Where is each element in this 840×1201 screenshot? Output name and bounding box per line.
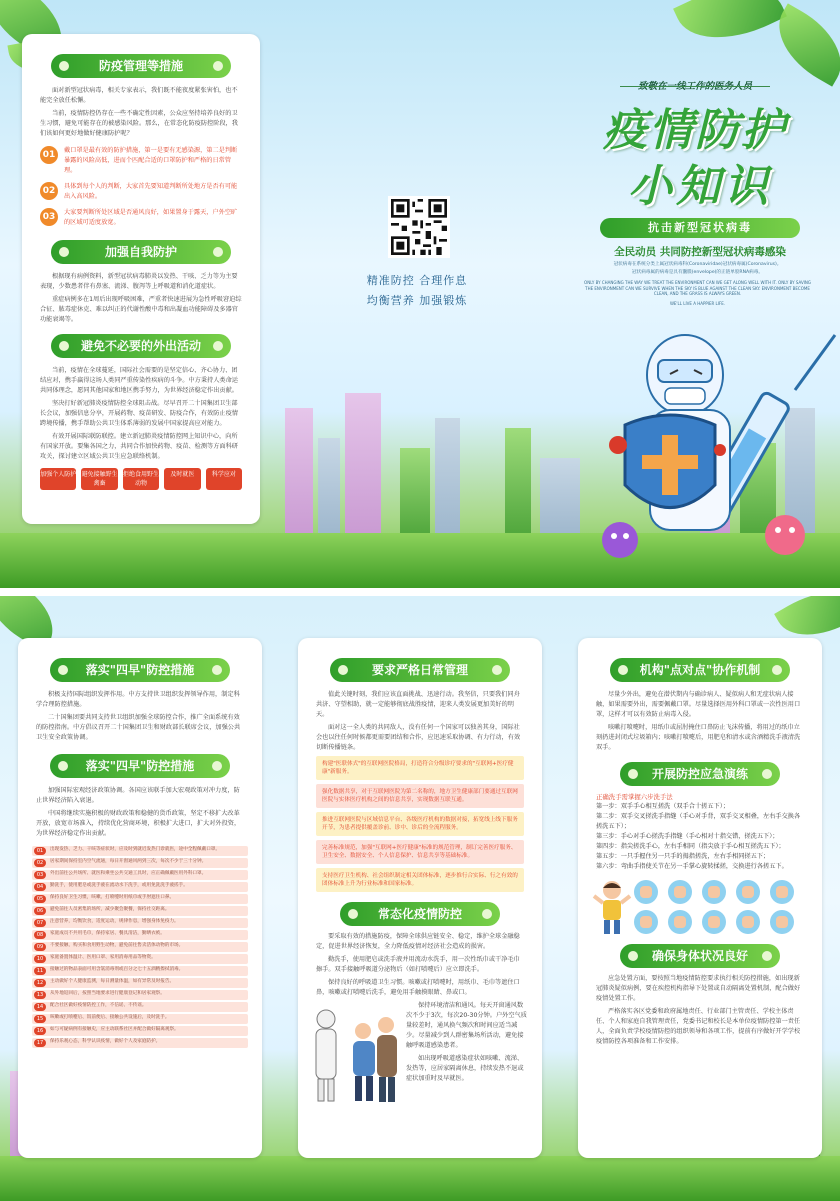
people-temperature-check-illustration <box>308 1001 400 1106</box>
dot-icon <box>59 247 69 257</box>
list-number: 07 <box>34 919 46 927</box>
banner: 抗击新型冠状病毒 <box>600 218 800 238</box>
small-text: 冠状病毒属的病毒是具有囊膜(envelope)的正链单股RNA病毒。 <box>632 270 763 275</box>
list-text: 咳嗽或打喷嚏后、饭前便后、接触公共设施后，及时洗手。 <box>50 1015 170 1020</box>
building <box>345 393 381 538</box>
list-text: 配合社区做好疫情防控工作，不信谣、不传谣。 <box>50 1003 147 1008</box>
fold-gap <box>0 588 840 596</box>
numbered-item <box>40 208 242 228</box>
list-text: 勤洗手，使用肥皂或洗手液在流动水下洗手，或用免洗洗手液搓手。 <box>50 883 188 888</box>
item-text: 戴口罩是最有效的防护措施，第一是要有无感染源，第二是判断暴露的风险高低，进而个匹配合适的口罩防护和严格的日常管理。 <box>64 147 238 174</box>
list-number: 12 <box>34 979 46 987</box>
list-item <box>32 942 248 952</box>
list-item <box>32 894 248 904</box>
grass <box>0 1156 840 1201</box>
paragraph: 保持良好的呼吸道卫生习惯。咳嗽或打喷嚏时，用纸巾、毛巾等遮住口鼻，咳嗽或打喷嚏后洗手，避免用手触摸眼睛、鼻或口。 <box>316 979 520 996</box>
dot-icon <box>212 665 222 675</box>
list-number: 10 <box>34 955 46 963</box>
list-number: 03 <box>34 871 46 879</box>
dot-icon <box>492 665 502 675</box>
list-text: 外出前往公共场所、就医和乘坐公共交通工具时，应正确佩戴医用外科口罩。 <box>50 871 207 876</box>
list-text: 保持乐观心态，科学认识疫情，做好个人及家庭防护。 <box>50 1039 161 1044</box>
dot-icon <box>59 61 69 71</box>
paragraph: 要采取有效的措施防疫，保障全球供应链安全、稳定，维护全球金融稳定，促进世界经济恢复，全力降低疫情对经济社会造成的损害。 <box>316 933 520 950</box>
item-text: 具体到每个人的判断，大家首先要知道判断所处地方是否有可能出入高风险。 <box>64 183 238 200</box>
dot-icon <box>348 909 358 919</box>
paragraph: 面对这一全人类的共同敌人，没有任何一个国家可以独善其身，国际社会也以往任何时候都更需要团结和合作，应迅速采取协调、有力行动，有效切断传播链条。 <box>316 724 521 751</box>
virus-icon <box>602 522 638 558</box>
highlight-box: 构建"医联体式"的互联网医院格局，打造符合分级诊疗要求的"互联网+医疗健康"新服务。 <box>316 756 524 780</box>
list-item <box>32 1002 248 1012</box>
paragraph: 坚决打好新冠肺炎疫情防控全球阻击战。尽早召开二十国集团卫生部长会议，加强信息分享，开展药物、疫苗研发、防疫合作，有效防止疫情跨境传播，携手帮助公共卫生体系薄弱的发展中国家提高应对能力。 <box>40 400 238 427</box>
dot-icon <box>213 61 223 71</box>
step-item: 第二步：双手交叉搓洗手指缝（手心对手背，双手交叉相叠，左右手交换各搓洗五下）； <box>596 813 801 830</box>
list-text: 家庭成员不共用毛巾，保持家居、餐具清洁，勤晒衣被。 <box>50 931 165 936</box>
illustration-row <box>308 1001 532 1106</box>
brochure-front <box>0 0 840 588</box>
motto-line: 精准防控 合理作息 <box>366 274 468 287</box>
dot-icon <box>618 665 628 675</box>
dot-icon <box>772 665 782 675</box>
paragraph: 面对新型冠状病毒，相关专家表示，我们既不能夜度紧张害怕，也不能完全放任松懈。 <box>40 87 238 104</box>
pill-tag: 科学应对 <box>206 468 242 490</box>
virus-icon <box>765 515 805 555</box>
pill-tag: 避免接触野生禽畜 <box>81 468 117 490</box>
paragraph: 根据现有病例资料，新型冠状病毒肺炎以发热、干咳、乏力等为主要表现，少数患者伴有鼻塞、流涕、腹泻等上呼吸道和消化道症状。 <box>40 273 238 290</box>
list-text: 接触过的物品表面可用含氯消毒剂或百分之七十五酒精擦拭消毒。 <box>50 967 184 972</box>
small-text: ONLY BY CHANGING THE WAY WE TREAT THE ENVIRONMENT CAN WE GET ALONG WELL WITH IT. ONLY BY SAVING THE ENVIRONMENT CAN WE SURVIVE WHEN THE SKY IS BLUE AGAINST THE CLEAN SKY. ENVIRONMENT BECOME CLEAN, AND THE GRASS IS ALWAYS GREEN. <box>584 280 811 296</box>
step-item: 第一步：双手手心相互搓洗（双手合十搓五下）； <box>596 803 730 810</box>
highlight-box: 完善标准规范，加强"互联网+医疗健康"标准的规范管理，制订完善医疗服务、卫生安全、数据安全、个人信息保护、信息共享等基础标准。 <box>316 840 524 864</box>
card-daily-management <box>298 638 542 1158</box>
paragraph: 严格落实各区党委和政府属地责任、行业部门主管责任、学校主体责任、个人和家庭自我管理责任，党委书记和校长是本单位疫情防控第一责任人，全面负责学校疫情防控的组织领导和各项工作，提前有序做好开学学校疫情防控各项准备和工作安排。 <box>596 1008 801 1045</box>
card-prevention <box>22 34 260 524</box>
list-number: 17 <box>34 1039 46 1047</box>
pill-tag: 拒绝食用野生动物 <box>123 468 159 490</box>
list-text: 如与可疑病例有接触史，应主动联系社区并配合做好隔离观察。 <box>50 1027 179 1032</box>
handwash-steps-icons <box>632 878 802 936</box>
paragraph: 重症病例多在1周后出现呼吸困难，严重者快速进展为急性呼吸窘迫综合征、脓毒症休克、难以纠正的代谢性酸中毒和出凝血功能障碍及多器官功能衰竭等。 <box>40 296 242 323</box>
numbered-list <box>32 846 248 1048</box>
list-text: 保持良好卫生习惯，咳嗽、打喷嚏时用纸巾或手肘遮住口鼻。 <box>50 895 175 900</box>
dot-icon <box>58 665 68 675</box>
dot-icon <box>213 341 223 351</box>
step-item: 第六步：弯曲手指使关节在另一手掌心旋转揉搓，交换进行各搓五下。 <box>596 863 788 870</box>
paragraph: 值此关键时刻，我们应该直面挑战、迅速行动。我坚信，只要我们同舟共济、守望相助，就一定能够彻底战胜疫情，迎来人类发展更加美好的明天。 <box>316 691 520 718</box>
list-item <box>32 966 248 976</box>
building <box>318 438 340 538</box>
list-number: 01 <box>34 847 46 855</box>
list-text: 主动做好个人健康监测，每日测量体温，如有异常及时报告。 <box>50 979 175 984</box>
numbered-item <box>40 146 242 176</box>
list-item <box>32 870 248 880</box>
list-number: 08 <box>34 931 46 939</box>
building <box>540 458 580 538</box>
doctor-illustration <box>590 330 840 560</box>
paragraph: 有效开展国际联防联控。建立新冠肺炎疫情防控网上知识中心，向所有国家开放。要集各国之力，共同合作加快药物、疫苗、检测等方面科研攻关，探讨建立区域公共卫生应急联络机制。 <box>40 433 238 460</box>
dot-icon <box>482 909 492 919</box>
list-text: 注意营养，均衡饮食，适度运动，规律作息，增强身体免疫力。 <box>50 919 179 924</box>
list-number: 14 <box>34 1003 46 1011</box>
number-badge: 01 <box>40 146 58 164</box>
number-badge: 03 <box>40 208 58 226</box>
paragraph: 应急处置方面，要按照当地疫情防控要求执行相关防控措施，如出现新冠肺炎疑似病例，要在疾控机构指导下处置或自动隔离处置机制，配合做好疫情处置工作。 <box>596 975 801 1002</box>
dot-icon <box>59 341 69 351</box>
list-item <box>32 882 248 892</box>
dot-icon <box>212 761 222 771</box>
tribute-label <box>600 78 790 92</box>
list-item <box>32 1014 248 1024</box>
headline-2: 小知识 <box>628 161 772 212</box>
handwash-illustration <box>592 878 808 936</box>
section-title: 避免不必要的外出活动 <box>51 334 231 358</box>
pill-tag: 及时就医 <box>164 468 200 490</box>
list-item <box>32 858 248 868</box>
list-item <box>32 918 248 928</box>
divider <box>620 86 770 87</box>
building <box>435 418 460 538</box>
item-text: 大家要判断所处区域是否通风良好，如果置身于露天，户外空旷的区域可适度放宽。 <box>64 209 238 226</box>
pill-row <box>40 468 242 490</box>
dot-icon <box>628 951 638 961</box>
section-title: 确保身体状况良好 <box>620 944 780 968</box>
dot-icon <box>338 665 348 675</box>
list-item <box>32 1038 248 1048</box>
steps-heading: 正确洗手需掌握六步洗手法 <box>596 793 673 801</box>
section-title: 要求严格日常管理 <box>330 658 510 682</box>
qr-code-icon <box>391 199 447 255</box>
building <box>285 408 313 538</box>
highlight-box: 推进互联网医院与区域信息平台、各级医疗机构的数据对接，拓宽线上线下服务开节，为患者提供覆盖诊前、诊中、诊后的全流程服务。 <box>316 812 524 836</box>
paragraph: 勤洗手，使用肥皂或洗手液并用流动水洗手，用一次性纸巾或干净毛巾擦手。双手接触呼吸道分泌物后（如打喷嚏后）应立即洗手。 <box>316 956 520 973</box>
dot-icon <box>628 769 638 779</box>
paragraph: 加强国际宏观经济政策协调。各国应该联手加大宏观政策对冲力度，防止世界经济陷入衰退。 <box>36 787 240 804</box>
pill-tag: 加强个人防护 <box>40 468 76 490</box>
number-badge: 02 <box>40 182 58 200</box>
list-number: 05 <box>34 895 46 903</box>
list-number: 11 <box>34 967 46 975</box>
shield-icon <box>625 415 715 508</box>
list-number: 09 <box>34 943 46 951</box>
building <box>505 428 531 538</box>
highlight-box: 支持医疗卫生机构、社会组织制定相关团体标准，逐步推行合实际、行之有效的团体标准上升为行业标准和国家标准。 <box>316 868 524 892</box>
list-number: 13 <box>34 991 46 999</box>
list-item <box>32 906 248 916</box>
section-title: 机构"点对点"协作机制 <box>610 658 790 682</box>
list-item <box>32 954 248 964</box>
list-text: 出现发热、乏力、干咳等症状时，应及时到就近发热门诊就医，途中全程佩戴口罩。 <box>50 847 220 852</box>
step-item: 第四步：指尖搓洗手心，左右手相同（指尖放于手心相互搓洗五下）； <box>596 843 785 850</box>
section-title: 常态化疫情防控 <box>340 902 500 926</box>
list-item <box>32 846 248 856</box>
list-number: 02 <box>34 859 46 867</box>
paragraph: 尽量少外出，避免在潜伏期内与确诊病人、疑似病人和无症状病人接触，如果需要外出，需要佩戴口罩。尽量选择医用外科口罩或一次性医用口罩，这样才可以有效防止病毒入侵。 <box>596 691 801 718</box>
list-item <box>32 978 248 988</box>
paragraph: 当前，疫情防控仍存在一些不确定性因素，公众应坚持培养良好的卫生习惯，避免可能存在的被感染风险。那么，在常态化防疫防控阶段，我们该如何更好地做好健康防护呢？ <box>40 110 238 137</box>
list-text: 不要接触、购买和食用野生动物，避免前往售卖活体动物的市场。 <box>50 943 184 948</box>
steps-list <box>596 802 804 872</box>
list-text: 避免前往人员密集的场所，减少聚会聚餐，保持社交距离。 <box>50 907 170 912</box>
list-item <box>32 930 248 940</box>
headline-1: 疫情防护 <box>603 105 787 156</box>
paragraph: 如出现呼吸道感染症状如咳嗽、流涕、发热等，应居家隔离休息，持续发热不退或症状加重时及早就医。 <box>406 1055 524 1082</box>
section-title: 加强自我防护 <box>51 240 231 264</box>
section-title: 开展防控应急演练 <box>620 762 780 786</box>
small-text: 冠状病毒在系统分类上属冠状病毒科(Coronaviridae)冠状病毒属(Coronavirus)。 <box>613 262 782 267</box>
numbered-item <box>40 182 242 202</box>
dot-icon <box>213 247 223 257</box>
side-text <box>400 1001 532 1106</box>
list-item <box>32 1026 248 1036</box>
paragraph: 当前，疫情在全球蔓延，国际社会需要的是坚定信心、齐心协力、团结应对，携手赢得这场人类同严重传染性疾病的斗争。中方秉持人类命运共同体理念，愿同其他国家和地区携手努力，为世界经济稳定作出贡献。 <box>40 367 238 394</box>
section-title: 落实"四早"防控措施 <box>50 754 230 778</box>
section-title: 防疫管理等措施 <box>51 54 231 78</box>
list-number: 04 <box>34 883 46 891</box>
list-text: 居家期间保持室内空气流通，每日开窗通风两到三次，每次不少于三十分钟。 <box>50 859 207 864</box>
paragraph: 中国将继续实施积极的财政政策和稳健的货币政策，坚定不移扩大改革开放，放宽市场准入，持续优化营商环境，积极扩大进口，扩大对外投资，为世界经济稳定作出贡献。 <box>36 810 241 837</box>
section-title: 落实"四早"防控措施 <box>50 658 230 682</box>
step-item: 第五步：一只手握住另一只手的拇指搓洗，左右手相同搓五下； <box>596 853 770 860</box>
step-item: 第三步：手心对手心搓洗手指缝（手心相对十指交错，搓洗五下）； <box>596 833 779 840</box>
paragraph: 保持环境清洁和通风。每天开窗通风数次不少于3次，每次20-30分钟。户外空气质量较差时，通风换气频次和时间应适当减少。尽量减少到人群密集场所活动，避免接触呼吸道感染患者。 <box>406 1002 527 1049</box>
list-number: 06 <box>34 907 46 915</box>
card-four-early <box>18 638 262 1158</box>
paragraph: 咳嗽打喷嚏时，用纸巾或屈肘掩住口鼻防止飞沫传播，将用过的纸巾立刻扔进封闭式垃圾箱内；咳嗽打喷嚏后，用肥皂和清水或含酒精洗手液清洗双手。 <box>596 724 801 751</box>
subtitle: 全民动员 共同防控新型冠状病毒感染 <box>614 246 786 258</box>
list-text: 家庭备置体温计、医用口罩、家用消毒用品等物资。 <box>50 955 156 960</box>
leaf-decoration <box>673 0 787 59</box>
building <box>400 448 430 538</box>
card-coordination <box>578 638 822 1158</box>
qr-code[interactable] <box>388 196 450 258</box>
dot-icon <box>58 761 68 771</box>
small-text: WE'LL LIVE A HAPPIER LIFE. <box>669 301 726 306</box>
list-text: 从外地返回后，按照当地要求进行健康登记和居家观察。 <box>50 991 165 996</box>
paragraph: 二十国集团要共同支持世卫组织加强全球防控合作，推广全面系统有效的防控指南。中方倡议召开二十国集团卫生和财政部长联席会议，加强公共卫生安全政策协调。 <box>36 714 241 741</box>
list-number: 15 <box>34 1015 46 1023</box>
child-illustration <box>592 878 632 936</box>
dot-icon <box>762 769 772 779</box>
motto-line: 均衡营养 加强锻炼 <box>366 294 468 307</box>
paragraph: 积极支持国际组织发挥作用。中方支持世卫组织发挥领导作用，制定科学合理防控措施。 <box>36 691 240 708</box>
highlight-box: 强化数据共享，对于互联网医院为第二名称的，地方卫生健康部门要通过互联网医院与实体医疗机构之间的信息共享，实现数据互联互通。 <box>316 784 524 808</box>
list-number: 16 <box>34 1027 46 1035</box>
brochure-back <box>0 596 840 1201</box>
list-item <box>32 990 248 1000</box>
dot-icon <box>762 951 772 961</box>
